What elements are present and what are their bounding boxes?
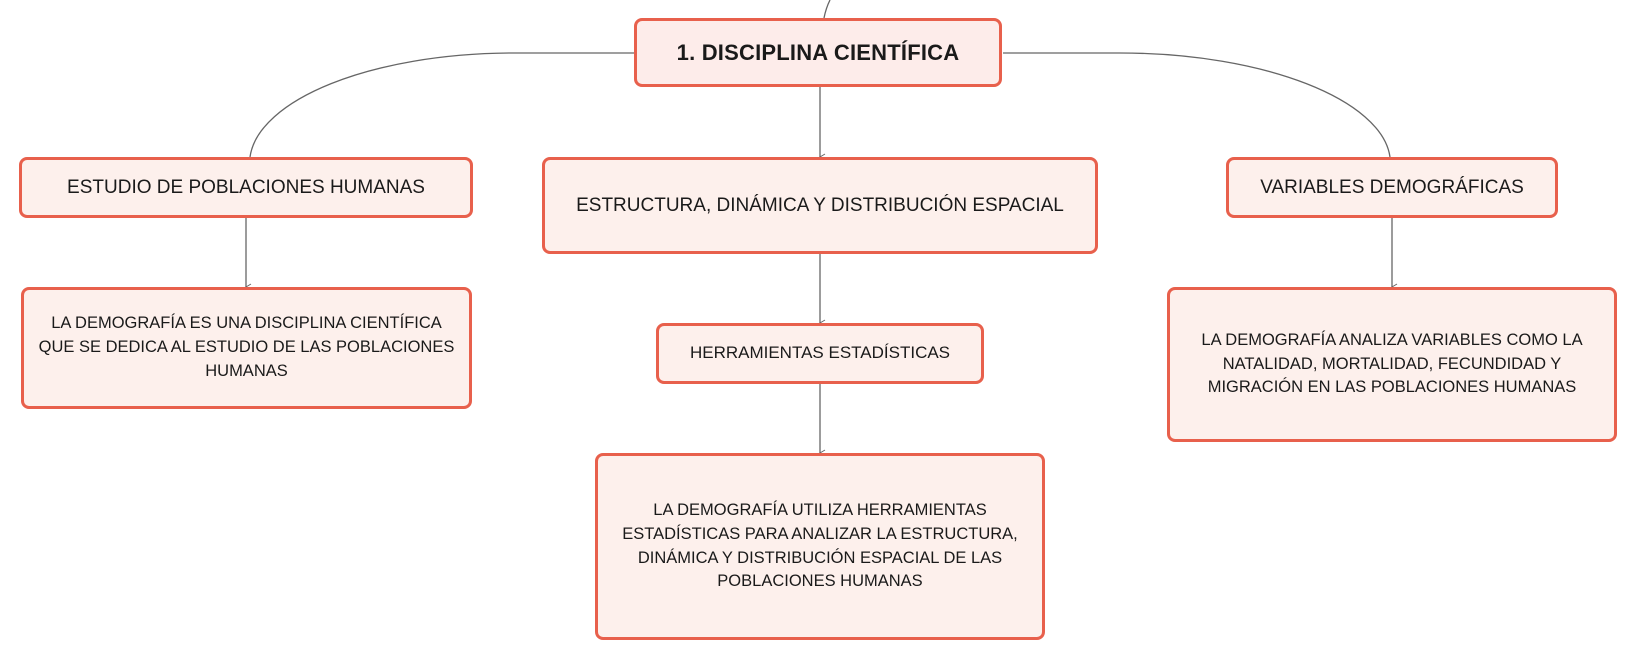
- root-topic-node[interactable]: [634, 18, 1002, 87]
- subtopic-label: HERRAMIENTAS ESTADÍSTICAS: [689, 343, 951, 363]
- detail-text: LA DEMOGRAFÍA ES UNA DISCIPLINA CIENTÍFICA QUE SE DEDICA AL ESTUDIO DE LAS POBLACIONES HUMANAS: [38, 314, 455, 380]
- detail-node-estudio-poblaciones[interactable]: [21, 287, 472, 409]
- root-topic-label: 1. DISCIPLINA CIENTÍFICA: [676, 39, 960, 65]
- topic-label: ESTUDIO DE POBLACIONES HUMANAS: [67, 176, 425, 198]
- detail-text: LA DEMOGRAFÍA ANALIZA VARIABLES COMO LA NATALIDAD, MORTALIDAD, FECUNDIDAD Y MIGRACIÓN EN LAS POBLACIONES HUMANAS: [1201, 330, 1583, 397]
- detail-node-variables[interactable]: [1167, 287, 1617, 442]
- detail-text: LA DEMOGRAFÍA UTILIZA HERRAMIENTAS ESTADÍSTICAS PARA ANALIZAR LA ESTRUCTURA, DINÁMICA Y DISTRIBUCIÓN ESPACIAL DE LAS POBLACIONES HUMANAS: [622, 500, 1018, 591]
- subtopic-node-herramientas[interactable]: [656, 323, 984, 384]
- connector-parent-root: [824, 0, 830, 18]
- topic-node-estructura[interactable]: [542, 157, 1098, 254]
- connector-root-left: [250, 53, 636, 157]
- topic-label: VARIABLES DEMOGRÁFICAS: [1260, 176, 1524, 198]
- topic-node-estudio-poblaciones[interactable]: [19, 157, 473, 218]
- connector-root-right: [1003, 53, 1390, 157]
- topic-node-variables[interactable]: [1226, 157, 1558, 218]
- detail-node-herramientas[interactable]: [595, 453, 1045, 640]
- topic-label: ESTRUCTURA, DINÁMICA Y DISTRIBUCIÓN ESPACIAL: [576, 194, 1064, 216]
